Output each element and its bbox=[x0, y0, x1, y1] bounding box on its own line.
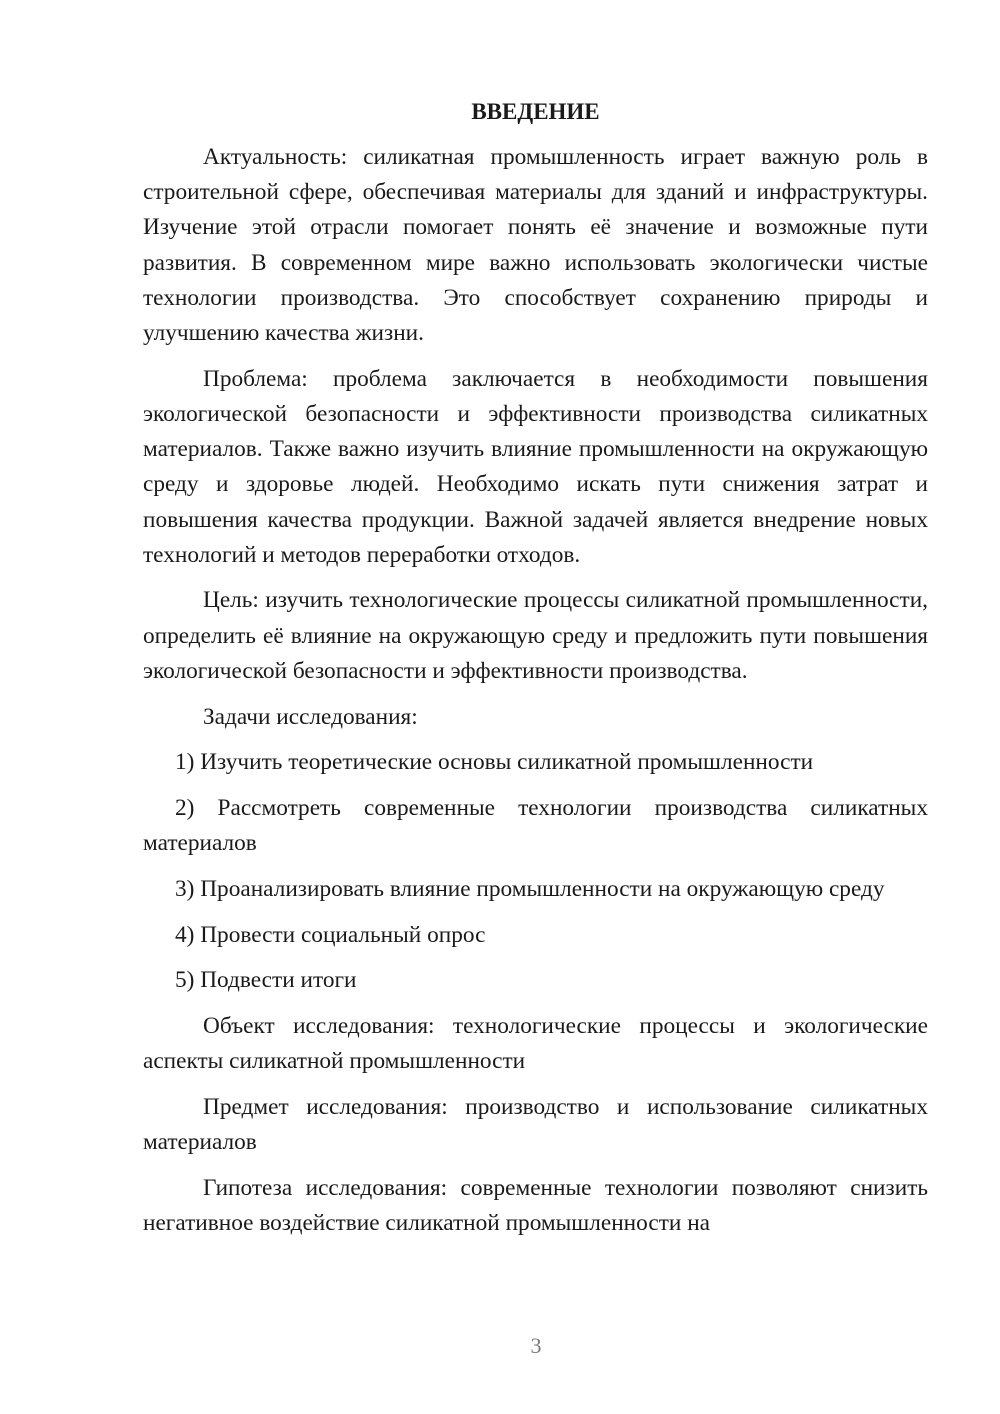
subject-paragraph: Предмет исследования: производство и использование силикатных материалов bbox=[143, 1093, 928, 1156]
page-number: 3 bbox=[530, 1333, 542, 1358]
hypothesis-paragraph: Гипотеза исследования: современные технологии позволяют снизить негативное воздействие силикатной промышленности на bbox=[143, 1174, 928, 1236]
problem-paragraph: Проблема: проблема заключается в необходимости повышения экологической безопасности и эффективности производства силикатных материалов. Также важно изучить влияние промышленности на окружающую среду и здоровье людей. Необходимо искать пути снижения затрат и повышения качества продукции. Важной задачей является внедрение новых технологий и методов переработки отходов. bbox=[143, 365, 928, 568]
task-item-1: 1) Изучить теоретические основы силикатной промышленности bbox=[175, 749, 814, 776]
task-item-4: 4) Провести социальный опрос bbox=[175, 921, 486, 948]
goal-paragraph: Цель: изучить технологические процессы силикатной промышленности, определить её влияние на окружающую среду и предложить пути повышения экологической безопасности и эффективности производства. bbox=[143, 587, 928, 684]
object-paragraph: Объект исследования: технологические процессы и экологические аспекты силикатной промышленности bbox=[143, 1012, 928, 1075]
tasks-title: Задачи исследования: bbox=[203, 703, 418, 730]
page-content bbox=[143, 94, 928, 1252]
task-item-2: 2) Рассмотреть современные технологии производства силикатных материалов bbox=[143, 794, 928, 857]
relevance-paragraph: Актуальность: силикатная промышленность играет важную роль в строительной сфере, обеспечивая материалы для зданий и инфраструктуры. Изучение этой отрасли помогает понять её значение и возможные пути развития. В современном мире важно использовать экологически чистые технологии производства. Это способствует сохранению природы и улучшению качества жизни. bbox=[143, 144, 928, 347]
task-item-5: 5) Подвести итоги bbox=[175, 967, 357, 994]
task-item-3: 3) Проанализировать влияние промышленности на окружающую среду bbox=[175, 875, 885, 902]
section-heading: ВВЕДЕНИЕ bbox=[471, 99, 600, 124]
